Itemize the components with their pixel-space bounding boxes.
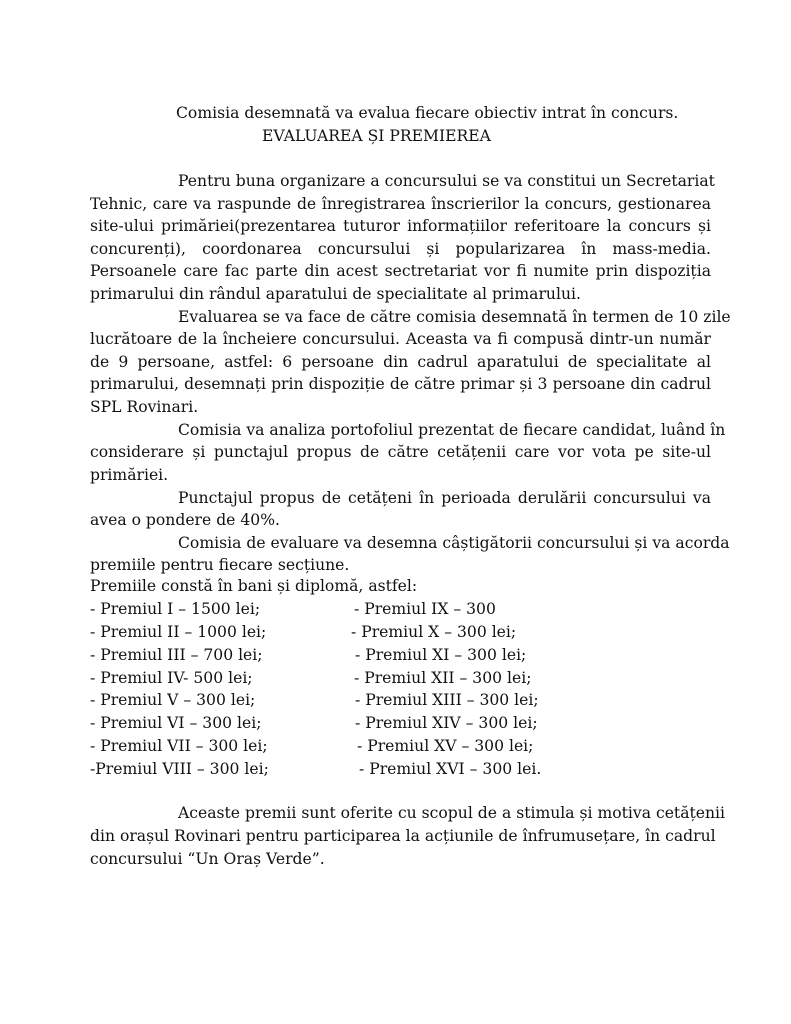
paragraph-line: primăriei. <box>90 466 169 484</box>
intro-line: Comisia desemnată va evalua fiecare obiectiv intrat în concurs. <box>176 104 679 122</box>
prize-item: - Premiul XII – 300 lei; <box>354 669 532 687</box>
prize-item: - Premiul IX – 300 <box>354 600 496 618</box>
paragraph-line: primarului din rândul aparatului de specialitate al primarului. <box>90 285 581 303</box>
paragraph-line: Aceaste premii sunt oferite cu scopul de a stimula și motiva cetățenii <box>178 804 725 822</box>
paragraph-line: premiile pentru fiecare secțiune. <box>90 556 350 574</box>
paragraph-line: Comisia va analiza portofoliul prezentat de fiecare candidat, luând în <box>178 421 726 439</box>
prize-item: - Premiul XV – 300 lei; <box>357 737 534 755</box>
prize-item: - Premiul II – 1000 lei; <box>90 623 267 641</box>
paragraph-line: avea o pondere de 40%. <box>90 511 280 529</box>
paragraph-line: site-ului primăriei(prezentarea tuturor informațiilor referitoare la concurs și <box>90 217 711 235</box>
prize-item: - Premiul III – 700 lei; <box>90 646 263 664</box>
prize-item: - Premiul XIII – 300 lei; <box>355 691 539 709</box>
paragraph-line: primarului, desemnați prin dispoziție de către primar și 3 persoane din cadrul <box>90 375 711 393</box>
paragraph-line: de 9 persoane, astfel: 6 persoane din cadrul aparatului de specialitate al <box>90 353 711 371</box>
paragraph-line: din orașul Rovinari pentru participarea la acțiunile de înfrumusețare, în cadrul <box>90 827 716 845</box>
prize-item: - Premiul IV- 500 lei; <box>90 669 253 687</box>
paragraph-line: SPL Rovinari. <box>90 398 199 416</box>
prize-item: - Premiul XIV – 300 lei; <box>355 714 538 732</box>
paragraph-line: lucrătoare de la încheiere concursului. Aceasta va fi compusă dintr-un număr <box>90 330 711 348</box>
paragraph-line: Comisia de evaluare va desemna câștigătorii concursului și va acorda <box>178 534 730 552</box>
paragraph-line: Pentru buna organizare a concursului se va constitui un Secretariat <box>178 172 715 190</box>
prize-item: - Premiul X – 300 lei; <box>351 623 517 641</box>
paragraph-line: concursului “Un Oraș Verde”. <box>90 850 325 868</box>
paragraph-line: concurenți), coordonarea concursului și popularizarea în mass-media. <box>90 240 711 258</box>
paragraph-line: Tehnic, care va raspunde de înregistrarea înscrierilor la concurs, gestionarea <box>90 195 711 213</box>
prize-item: -Premiul VIII – 300 lei; <box>90 760 269 778</box>
prizes-intro: Premiile constă în bani și diplomă, astfel: <box>90 577 418 595</box>
paragraph-line: considerare și punctajul propus de către cetățenii care vor vota pe site-ul <box>90 443 711 461</box>
section-title: EVALUAREA ȘI PREMIEREA <box>262 127 491 145</box>
paragraph-line: Punctajul propus de cetățeni în perioada derulării concursului va <box>178 489 711 507</box>
prize-item: - Premiul I – 1500 lei; <box>90 600 261 618</box>
prize-item: - Premiul XI – 300 lei; <box>355 646 527 664</box>
prize-item: - Premiul VII – 300 lei; <box>90 737 268 755</box>
paragraph-line: Persoanele care fac parte din acest sectretariat vor fi numite prin dispoziția <box>90 262 711 280</box>
prize-item: - Premiul V – 300 lei; <box>90 691 256 709</box>
prize-item: - Premiul VI – 300 lei; <box>90 714 262 732</box>
paragraph-line: Evaluarea se va face de către comisia desemnată în termen de 10 zile <box>178 308 731 326</box>
prize-item: - Premiul XVI – 300 lei. <box>359 760 542 778</box>
